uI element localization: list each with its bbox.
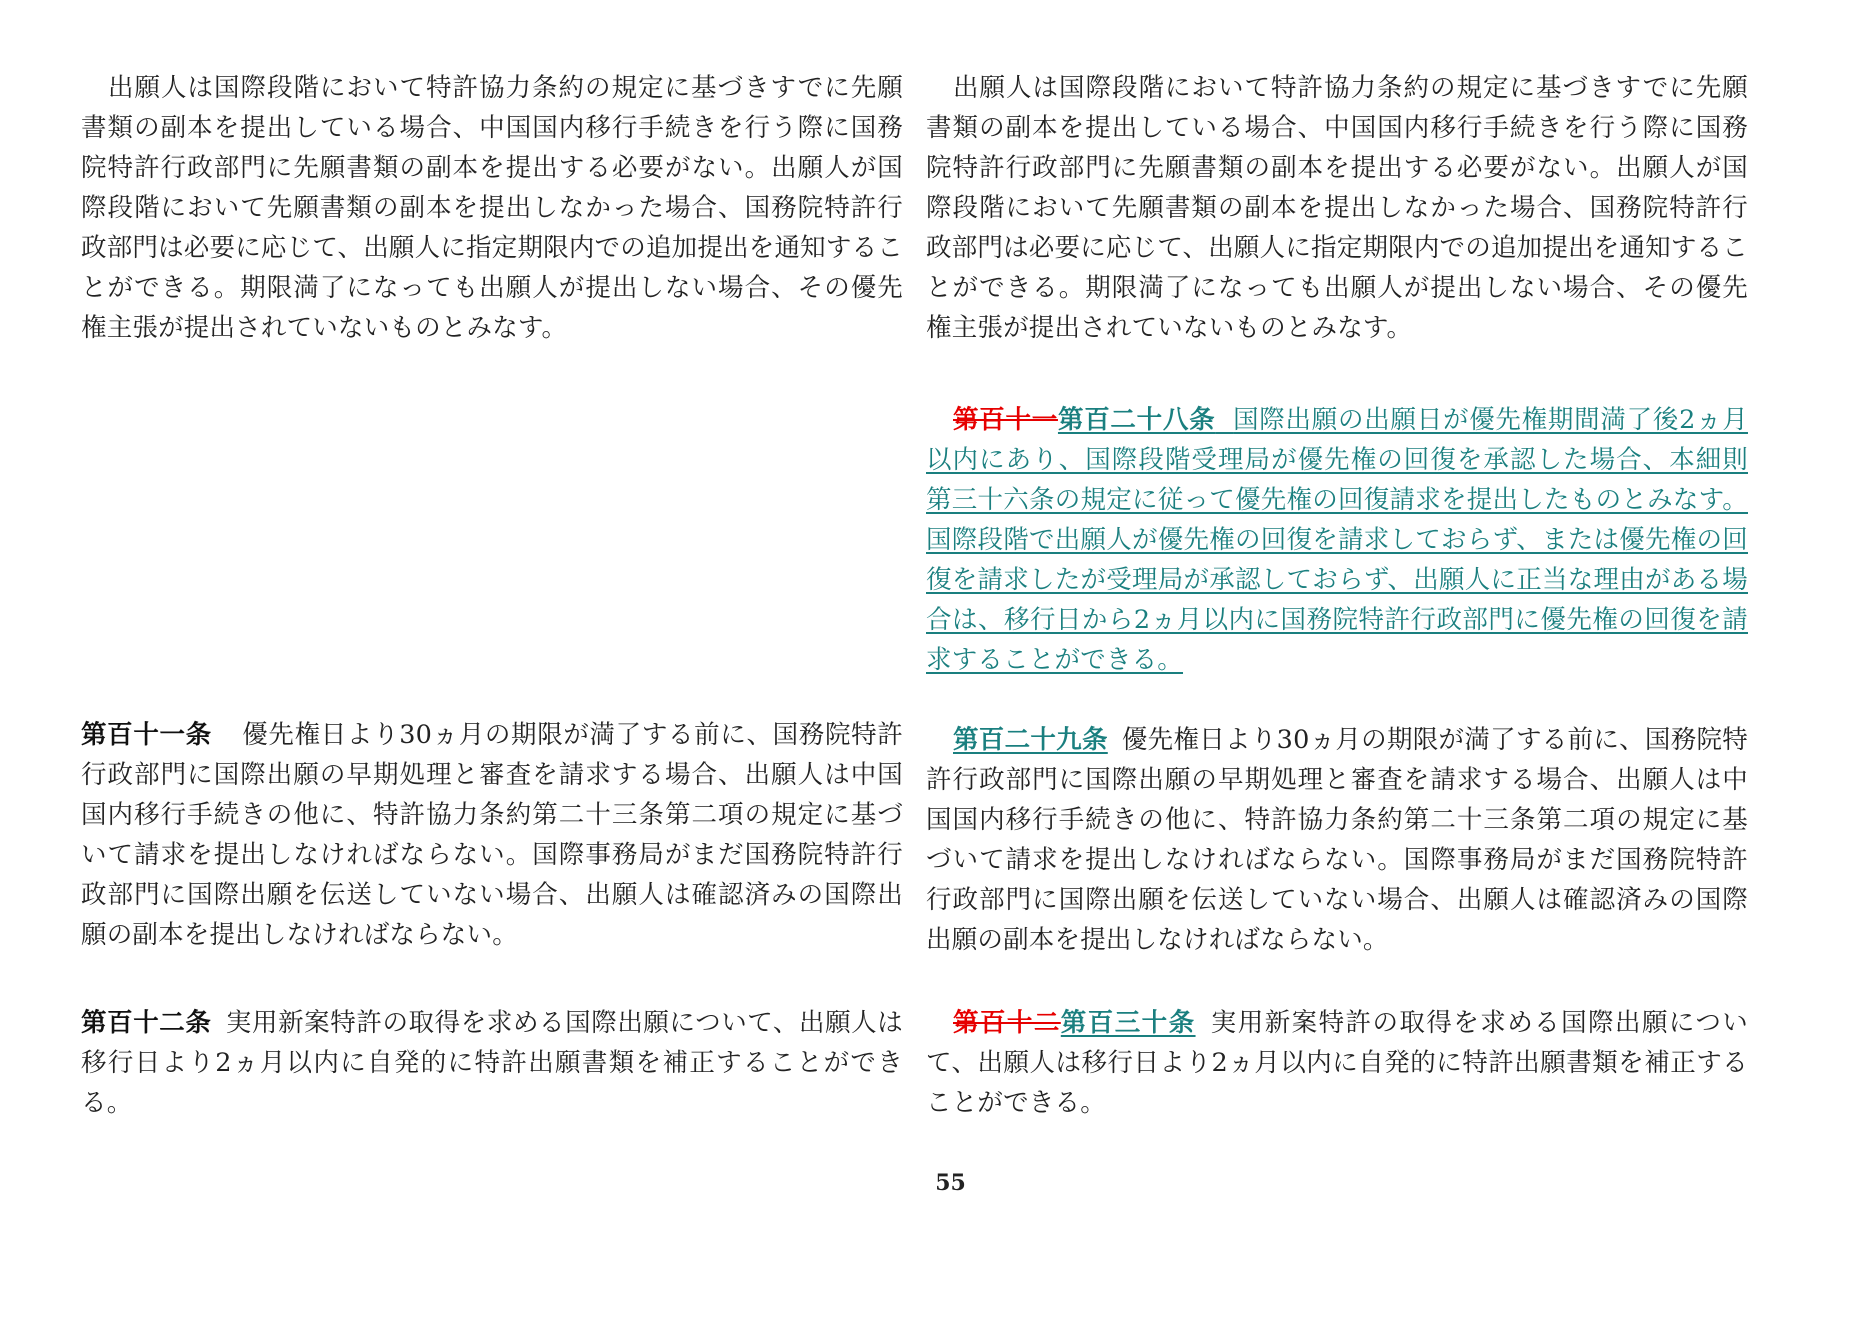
left-paragraph-priority-copy: 出願人は国際段階において特許協力条約の規定に基づきすでに先願書類の副本を提出している場合、中国国内移行手続きを行う際に国務院特許行政部門に先願書類の副本を提出する必要がない。出願人が国際段階において先願書類の副本を提出しなかった場合、国務院特許行政部門は必要に応じて、出願人に指定期限内での追加提出を通知することができる。期限満了になっても出願人が提出しない場合、その優先権主張が提出されていないものとみなす。 [81,73,903,343]
right-article-128 [926,400,1748,680]
inserted-heading-130: 第百三十条 [1060,1008,1196,1038]
article-112-body: 実用新案特許の取得を求める国際出願について、出願人は移行日より2ヵ月以内に自発的に特許出願書類を補正することができる。 [81,1008,903,1118]
left-article-111 [81,715,903,955]
inserted-body-128: 国際出願の出願日が優先権期間満了後2ヵ月以内にあり、国際段階受理局が優先権の回復を承認した場合、本細則第三十六条の規定に従って優先権の回復請求を提出したものとみなす。国際段階で出願人が優先権の回復を請求しておらず、または優先権の回復を請求したが受理局が承認しておらず、出願人に正当な理由がある場合は、移行日から2ヵ月以内に国務院特許行政部門に優先権の回復を請求することができる。 [926,405,1748,675]
inserted-heading-128: 第百二十八条 [1057,405,1216,435]
left-article-112 [81,1003,903,1123]
article-130-body: 実用新案特許の取得を求める国際出願について、出願人は移行日より2ヵ月以内に自発的に特許出願書類を補正することができる。 [926,1008,1748,1118]
inserted-heading-129: 第百二十九条 [953,725,1108,755]
article-111-body: 優先権日より30ヵ月の期限が満了する前に、国務院特許行政部門に国際出願の早期処理と審査を請求する場合、出願人は中国国内移行手続きの他に、特許協力条約第二十三条第二項の規定に基づいて請求を提出しなければならない。国際事務局がまだ国務院特許行政部門に国際出願を伝送していない場合、出願人は確認済みの国際出願の副本を提出しなければならない。 [81,720,903,950]
right-article-129 [926,720,1748,960]
right-paragraph-priority-copy: 出願人は国際段階において特許協力条約の規定に基づきすでに先願書類の副本を提出している場合、中国国内移行手続きを行う際に国務院特許行政部門に先願書類の副本を提出する必要がない。出願人が国際段階において先願書類の副本を提出しなかった場合、国務院特許行政部門は必要に応じて、出願人に指定期限内での追加提出を通知することができる。期限満了になっても出願人が提出しない場合、その優先権主張が提出されていないものとみなす。 [926,73,1748,343]
right-article-130 [926,1003,1748,1123]
article-111-heading: 第百十一条 [81,720,212,750]
article-112-heading: 第百十二条 [81,1008,212,1038]
article-129-body: 優先権日より30ヵ月の期限が満了する前に、国務院特許行政部門に国際出願の早期処理と審査を請求する場合、出願人は中国国内移行手続きの他に、特許協力条約第二十三条第二項の規定に基づいて請求を提出しなければならない。国際事務局がまだ国務院特許行政部門に国際出願を伝送していない場合、出願人は確認済みの国際出願の副本を提出しなければならない。 [926,725,1749,955]
page-number: 55 [935,1170,966,1196]
deleted-heading-112: 第百十二 [953,1008,1061,1038]
deleted-heading-111: 第百十一 [953,405,1058,435]
